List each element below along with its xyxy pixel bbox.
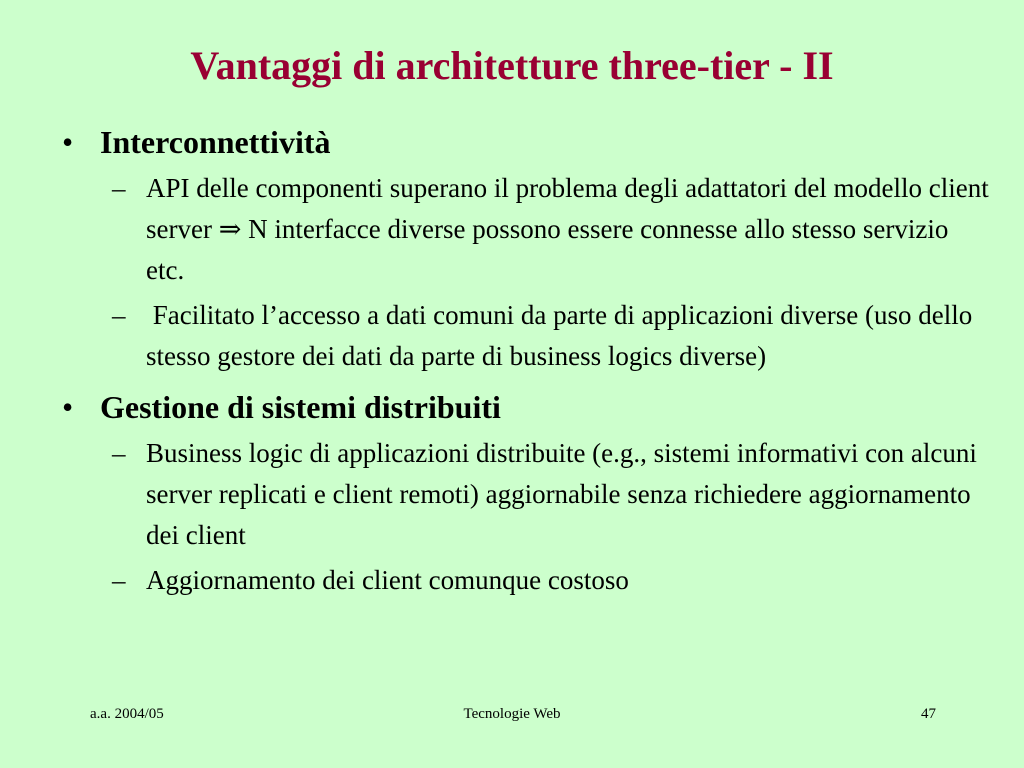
footer-academic-year: a.a. 2004/05 — [90, 706, 164, 722]
sub-item — [62, 295, 992, 377]
bullet-marker: • — [62, 124, 74, 160]
sub-item-text: API delle componenti superano il problema degli adattatori del modello client server ⇒ N interfacce diverse possono essere connesse allo stesso servizio etc. — [146, 173, 989, 285]
footer-course-title: Tecnologie Web — [463, 706, 561, 722]
sub-item — [62, 433, 992, 556]
dash-marker: – — [112, 173, 126, 203]
dash-marker: – — [112, 565, 126, 595]
sub-item — [62, 168, 992, 291]
sub-item-text: Business logic di applicazioni distribuite (e.g., sistemi informativi con alcuni server replicati e client remoti) aggiornabile senza richiedere aggiornamento dei client — [146, 438, 977, 550]
section-heading-gestione — [62, 387, 992, 427]
slide-title: Vantaggi di architetture three-tier - II — [190, 43, 834, 88]
sub-item-text: Aggiornamento dei client comunque costoso — [146, 565, 629, 595]
section-heading-text: Interconnettività — [100, 124, 331, 160]
dash-marker: – — [112, 300, 126, 330]
bullet-marker: • — [62, 389, 74, 425]
section-heading-text: Gestione di sistemi distribuiti — [100, 389, 501, 425]
footer-slide-number: 47 — [921, 706, 936, 722]
slide-body — [62, 122, 992, 605]
sub-item-text: Facilitato l’accesso a dati comuni da parte di applicazioni diverse (uso dello stesso gestore dei dati da parte di business logics diverse) — [146, 300, 979, 371]
sub-item — [62, 560, 992, 601]
dash-marker: – — [112, 438, 126, 468]
section-heading-interconnettivita — [62, 122, 992, 162]
